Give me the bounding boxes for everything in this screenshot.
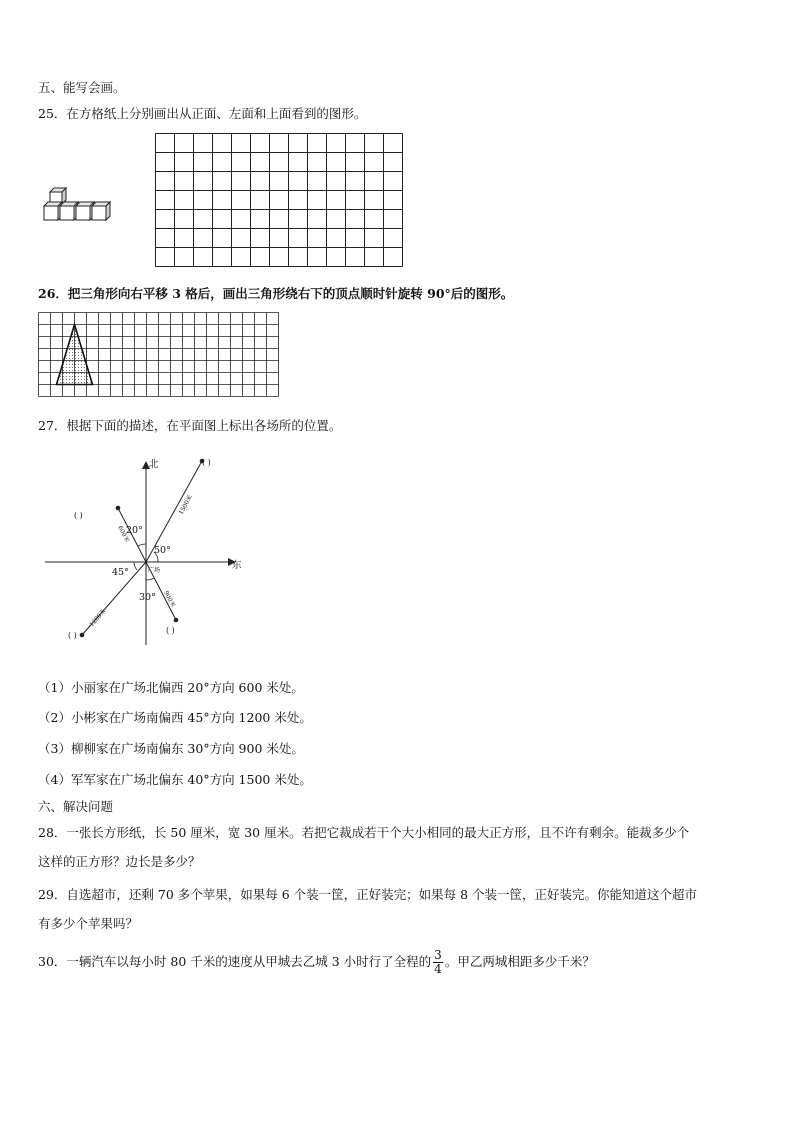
question-28-line-2: 这样的正方形？边长是多少？: [38, 854, 201, 869]
cube-figure: [40, 180, 120, 226]
question-30-text: 30．一辆汽车以每小时 80 千米的速度从甲城去乙城 3 小时行了全程的: [38, 954, 432, 969]
answer-blank-se[interactable]: ( ): [166, 626, 175, 635]
east-label: 东: [232, 560, 242, 571]
question-25: 25．在方格纸上分别画出从正面、左面和上面看到的图形。: [38, 106, 367, 121]
question-29-line-1: 29．自选超市，还剩 70 多个苹果，如果每 6 个装一筐，正好装完；如果每 8 个装一筐，正好装完。你能知道这个超市: [38, 887, 698, 902]
fraction-three-quarters: [433, 949, 443, 976]
answer-blank-nw[interactable]: ( ): [74, 511, 83, 520]
direction-diagram[interactable]: [40, 455, 250, 655]
angle-label-20: 20°: [126, 525, 143, 536]
section-six-heading: 六、解决问题: [38, 799, 114, 814]
question-30: [38, 947, 595, 977]
center-label: 广场: [148, 567, 161, 574]
angle-label-45: 45°: [112, 567, 129, 578]
question-27: 27．根据下面的描述，在平面图上标出各场所的位置。: [38, 418, 342, 433]
fraction-numerator: 3: [434, 948, 442, 962]
section-five-heading: 五、能写会画。: [38, 80, 126, 95]
distance-label-900: 900米: [162, 589, 177, 609]
angle-label-30: 30°: [139, 592, 156, 603]
distance-label-600: 600米: [116, 524, 131, 544]
point-nw: [116, 506, 121, 511]
location-item-1: （1）小丽家在广场北偏西 20°方向 600 米处。: [38, 680, 304, 695]
shaded-triangle[interactable]: [57, 325, 93, 385]
fraction-denominator: 4: [434, 962, 442, 976]
question-30-text-end: 。甲乙两城相距多少千米？: [444, 954, 595, 969]
question-26: 26．把三角形向右平移 3 格后，画出三角形绕右下的顶点顺时针旋转 90°后的图形。: [38, 286, 514, 301]
location-item-3: （3）柳柳家在广场南偏东 30°方向 900 米处。: [38, 741, 304, 756]
location-item-4: （4）军军家在广场北偏东 40°方向 1500 米处。: [38, 772, 312, 787]
answer-blank-sw[interactable]: ( ): [68, 631, 77, 640]
distance-label-1200: 1200米: [88, 607, 108, 629]
answer-blank-ne[interactable]: ( ): [202, 458, 211, 467]
location-item-2: （2）小彬家在广场南偏西 45°方向 1200 米处。: [38, 710, 312, 725]
question-29-line-2: 有多少个苹果吗？: [38, 916, 139, 931]
point-se: [174, 618, 179, 623]
grid-paper-25[interactable]: [155, 133, 405, 269]
distance-label-1500: 1500米: [177, 493, 195, 516]
north-label: 北: [149, 459, 159, 470]
grid-paper-26[interactable]: [38, 312, 281, 400]
question-28-line-1: 28．一张长方形纸，长 50 厘米，宽 30 厘米。若把它裁成若干个大小相同的最大正方形，且不许有剩余。能裁多少个: [38, 825, 690, 840]
angle-label-50: 50°: [154, 545, 171, 556]
point-sw: [80, 633, 85, 638]
